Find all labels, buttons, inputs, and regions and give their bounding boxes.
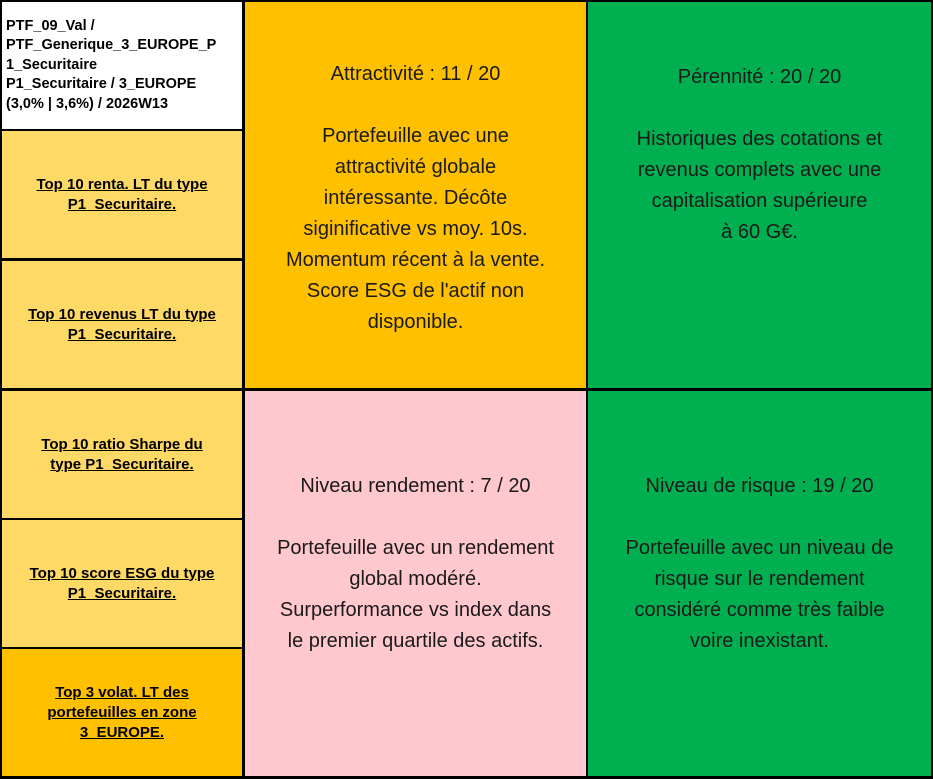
- perennite-panel: [588, 2, 931, 388]
- rendement-line: Surperformance vs index dans: [279, 598, 552, 621]
- link-top10-esg[interactable]: [2, 520, 242, 647]
- link-line[interactable]: Top 10 revenus LT du type: [28, 305, 216, 323]
- rendement-panel: [245, 391, 586, 776]
- link-line[interactable]: portefeuilles en zone: [47, 703, 197, 721]
- attractivite-line: Portefeuille avec une: [322, 124, 509, 147]
- rendement-line: global modéré.: [349, 567, 482, 590]
- attractivite-panel: [245, 2, 586, 388]
- portfolio-header: [2, 2, 242, 129]
- perennite-title: Pérennité : 20 / 20: [677, 66, 842, 88]
- link-line[interactable]: Top 10 renta. LT du type: [36, 175, 208, 193]
- link-top10-sharpe[interactable]: [2, 391, 242, 518]
- header-line: PTF_Generique_3_EUROPE_P: [6, 37, 217, 54]
- perennite-line: à 60 G€.: [721, 221, 798, 243]
- perennite-line: capitalisation supérieure: [651, 190, 868, 212]
- rendement-line: le premier quartile des actifs.: [287, 629, 544, 652]
- attractivite-line: attractivité globale: [334, 155, 497, 178]
- header-line: PTF_09_Val /: [6, 17, 95, 34]
- risque-line: considéré comme très faible: [634, 598, 885, 621]
- risque-line: risque sur le rendement: [654, 567, 865, 590]
- attractivite-title: Attractivité : 11 / 20: [330, 62, 501, 85]
- link-top3-volat[interactable]: [2, 649, 242, 776]
- link-line[interactable]: Top 3 volat. LT des: [55, 683, 189, 701]
- rendement-title: Niveau rendement : 7 / 20: [300, 474, 531, 497]
- link-top10-revenus[interactable]: [2, 261, 242, 388]
- header-line: (3,0% | 3,6%) / 2026W13: [6, 95, 169, 112]
- attractivite-line: disponible.: [367, 310, 464, 333]
- link-line[interactable]: Top 10 ratio Sharpe du: [41, 435, 203, 453]
- link-line[interactable]: 3_EUROPE.: [79, 723, 165, 741]
- attractivite-line: siginificative vs moy. 10s.: [303, 217, 528, 240]
- perennite-line: Historiques des cotations et: [636, 128, 883, 150]
- attractivite-line: intéressante. Décôte: [323, 186, 508, 209]
- attractivite-line: Momentum récent à la vente.: [285, 248, 545, 271]
- attractivite-line: Score ESG de l'actif non: [306, 279, 525, 302]
- link-top10-renta[interactable]: [2, 131, 242, 258]
- header-line: P1_Securitaire / 3_EUROPE: [6, 76, 197, 93]
- risque-title: Niveau de risque : 19 / 20: [645, 474, 874, 497]
- link-line[interactable]: P1_Securitaire.: [67, 584, 177, 602]
- risque-line: Portefeuille avec un niveau de: [625, 536, 894, 559]
- header-line: 1_Securitaire: [6, 56, 98, 73]
- link-line[interactable]: type P1_Securitaire.: [50, 455, 194, 473]
- perennite-line: revenus complets avec une: [637, 159, 882, 181]
- rendement-line: Portefeuille avec un rendement: [277, 536, 554, 559]
- risque-line: voire inexistant.: [690, 629, 829, 652]
- link-line[interactable]: Top 10 score ESG du type: [29, 564, 215, 582]
- risque-panel: [588, 391, 931, 776]
- link-line[interactable]: P1_Securitaire.: [67, 195, 177, 213]
- link-line[interactable]: P1_Securitaire.: [67, 325, 177, 343]
